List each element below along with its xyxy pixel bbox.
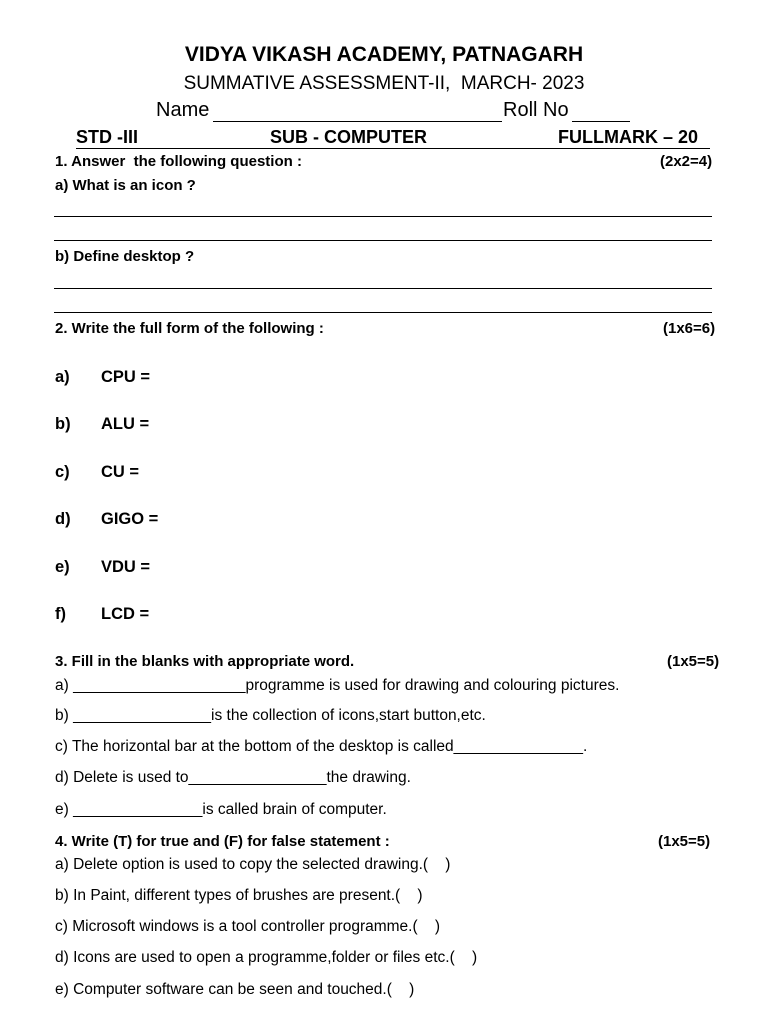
q3-heading: 3. Fill in the blanks with appropriate word. — [55, 653, 355, 670]
name-blank — [213, 121, 502, 122]
q2-term: CU = — [101, 463, 140, 481]
fullmark-label: FULLMARK – 20 — [558, 127, 699, 147]
q2-letter: e) — [55, 558, 70, 576]
q2-term: CPU = — [101, 368, 151, 386]
q2-letter: f) — [55, 605, 66, 623]
q4-item: a) Delete option is used to copy the selected drawing.( ) — [55, 856, 451, 873]
q4-heading: 4. Write (T) for true and (F) for false statement : — [55, 833, 390, 850]
answer-line — [54, 312, 712, 313]
q1-heading: 1. Answer the following question : — [55, 153, 302, 170]
q3-item: a) ____________________programme is used for drawing and colouring pictures. — [55, 677, 620, 694]
q3-item: d) Delete is used to________________the drawing. — [55, 769, 411, 786]
q4-item: e) Computer software can be seen and touched.( ) — [55, 981, 415, 998]
q2-marks: (1x6=6) — [663, 320, 716, 337]
answer-line — [54, 240, 712, 241]
q4-marks: (1x5=5) — [658, 833, 711, 850]
q3-item: e) _______________is called brain of computer. — [55, 801, 387, 818]
q2-letter: c) — [55, 463, 70, 481]
roll-blank — [572, 121, 630, 122]
q2-letter: a) — [55, 368, 70, 386]
q4-item: d) Icons are used to open a programme,folder or files etc.( ) — [55, 949, 478, 966]
header-underline — [76, 148, 710, 149]
q1-part-a: a) What is an icon ? — [55, 177, 196, 194]
school-title: VIDYA VIKASH ACADEMY, PATNAGARH — [184, 43, 584, 66]
q3-item: b) ________________is the collection of icons,start button,etc. — [55, 707, 486, 724]
q3-marks: (1x5=5) — [667, 653, 720, 670]
subject-label: SUB - COMPUTER — [270, 127, 427, 147]
q2-heading: 2. Write the full form of the following : — [55, 320, 324, 337]
answer-line — [54, 216, 712, 217]
q4-item: b) In Paint, different types of brushes are present.( ) — [55, 887, 423, 904]
answer-line — [54, 288, 712, 289]
q3-item: c) The horizontal bar at the bottom of the desktop is called_______________. — [55, 738, 588, 755]
std-label: STD -III — [76, 127, 138, 147]
q2-term: VDU = — [101, 558, 151, 576]
q1-part-b: b) Define desktop ? — [55, 248, 195, 265]
q2-letter: d) — [55, 510, 71, 528]
q2-term: GIGO = — [101, 510, 159, 528]
roll-label: Roll No — [503, 99, 569, 121]
q1-marks: (2x2=4) — [660, 153, 713, 170]
exam-title: SUMMATIVE ASSESSMENT-II, MARCH- 2023 — [183, 73, 585, 94]
q2-term: ALU = — [101, 415, 150, 433]
q2-letter: b) — [55, 415, 71, 433]
q4-item: c) Microsoft windows is a tool controller programme.( ) — [55, 918, 441, 935]
name-label: Name — [156, 99, 210, 121]
q2-term: LCD = — [101, 605, 150, 623]
